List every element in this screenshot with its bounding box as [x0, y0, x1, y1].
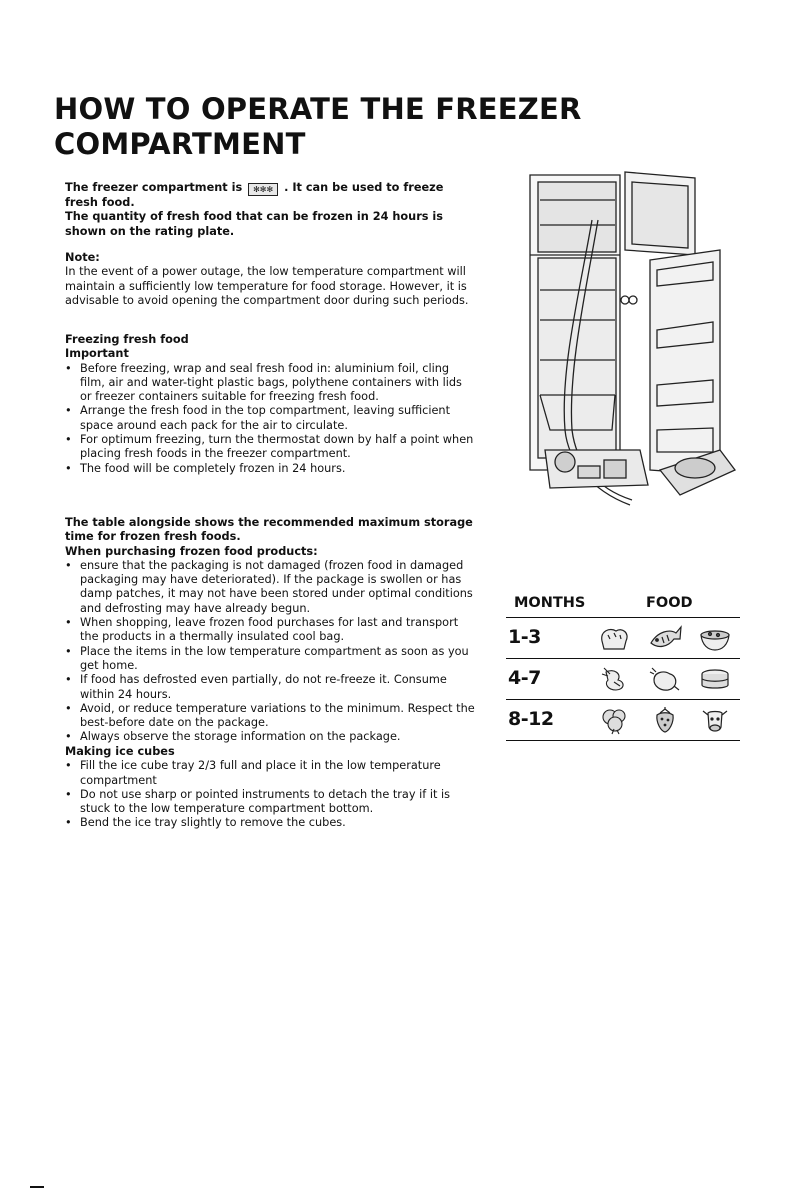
purchasing-section — [65, 516, 475, 745]
note-section — [65, 251, 475, 308]
list-item: • Place the items in the low temperature compartment as soon as you get home. — [65, 645, 475, 674]
list-item: • Do not use sharp or pointed instruments to detach the tray if it is stuck to the low temperature compartment bottom. — [65, 788, 475, 817]
intro-line-2: The quantity of fresh food that can be frozen in 24 hours is shown on the rating plate. — [65, 210, 444, 238]
months-value: 1-3 — [508, 626, 541, 648]
freezer-stars-symbol-icon: ✻✻✻ — [248, 183, 278, 196]
table-row — [506, 618, 740, 659]
beef-cow-icon — [698, 705, 732, 735]
purchasing-list — [65, 559, 475, 745]
list-item: • When shopping, leave frozen food purchases for last and transport the products in a thermally insulated cool bag. — [65, 616, 475, 645]
storage-time-table — [506, 593, 740, 741]
cake-icon — [698, 664, 732, 694]
list-item: • The food will be completely frozen in 24 hours. — [65, 462, 475, 476]
table-intro-text: The table alongside shows the recommended maximum storage time for frozen fresh foods. — [65, 516, 473, 544]
ice-cubes-section — [65, 745, 475, 831]
months-value: 4-7 — [508, 667, 541, 689]
storage-table-header — [506, 593, 740, 618]
freezing-list — [65, 362, 475, 476]
intro-line-1 — [65, 181, 475, 210]
food-header: FOOD — [646, 595, 693, 611]
footer-mark — [30, 1186, 44, 1188]
months-header: MONTHS — [514, 595, 586, 611]
intro-section — [65, 181, 475, 239]
poultry-icon — [648, 664, 682, 694]
shellfish-icon — [598, 664, 632, 694]
note-text: In the event of a power outage, the low temperature compartment will maintain a sufficiently low temperature for food storage. However, it is advisable to avoid opening the compartment door during such periods. — [65, 265, 469, 307]
important-heading: Important — [65, 347, 129, 361]
ice-heading: Making ice cubes — [65, 745, 175, 758]
list-item: • If food has defrosted even partially, do not re-freeze it. Consume within 24 hours. — [65, 673, 475, 702]
list-item: • Before freezing, wrap and seal fresh food in: aluminium foil, cling film, air and water-tight plastic bags, polythene containers with lids or freezer containers suitable for freezing fresh food. — [65, 362, 475, 405]
fish-icon — [648, 623, 682, 653]
soup-bowl-icon — [698, 623, 732, 653]
list-item: • Avoid, or reduce temperature variations to the minimum. Respect the best-before date on the package. — [65, 702, 475, 731]
strawberry-icon — [648, 705, 682, 735]
vegetables-icon — [598, 705, 632, 735]
list-item: • ensure that the packaging is not damaged (frozen food in damaged packaging may have deteriorated). If the package is swollen or has damp patches, it may not have been stored under optimal conditions and defrosting may have already begun. — [65, 559, 475, 616]
intro-text-a: The freezer compartment is — [65, 181, 243, 194]
list-item: • Arrange the fresh food in the top compartment, leaving sufficient space around each pack for the air to circulate. — [65, 404, 475, 433]
page-title: HOW TO OPERATE THE FREEZER COMPARTMENT — [54, 92, 582, 161]
list-item: • For optimum freezing, turn the thermostat down by half a point when placing fresh foods in the freezer compartment. — [65, 433, 475, 462]
freezing-heading: Freezing fresh food — [65, 333, 189, 346]
fridge-freezer-illustration-icon — [520, 170, 742, 510]
months-value: 8-12 — [508, 708, 554, 730]
list-item: • Bend the ice tray slightly to remove the cubes. — [65, 816, 475, 830]
table-row — [506, 700, 740, 741]
purchasing-heading: When purchasing frozen food products: — [65, 544, 318, 558]
ice-list — [65, 759, 475, 830]
table-row — [506, 659, 740, 700]
freezing-section — [65, 333, 475, 476]
note-heading: Note: — [65, 251, 100, 264]
bread-icon — [598, 623, 632, 653]
list-item: • Fill the ice cube tray 2/3 full and place it in the low temperature compartment — [65, 759, 475, 788]
list-item: • Always observe the storage information on the package. — [65, 730, 475, 744]
intro-text-b: . It can be used to freeze fresh food. — [65, 181, 444, 209]
